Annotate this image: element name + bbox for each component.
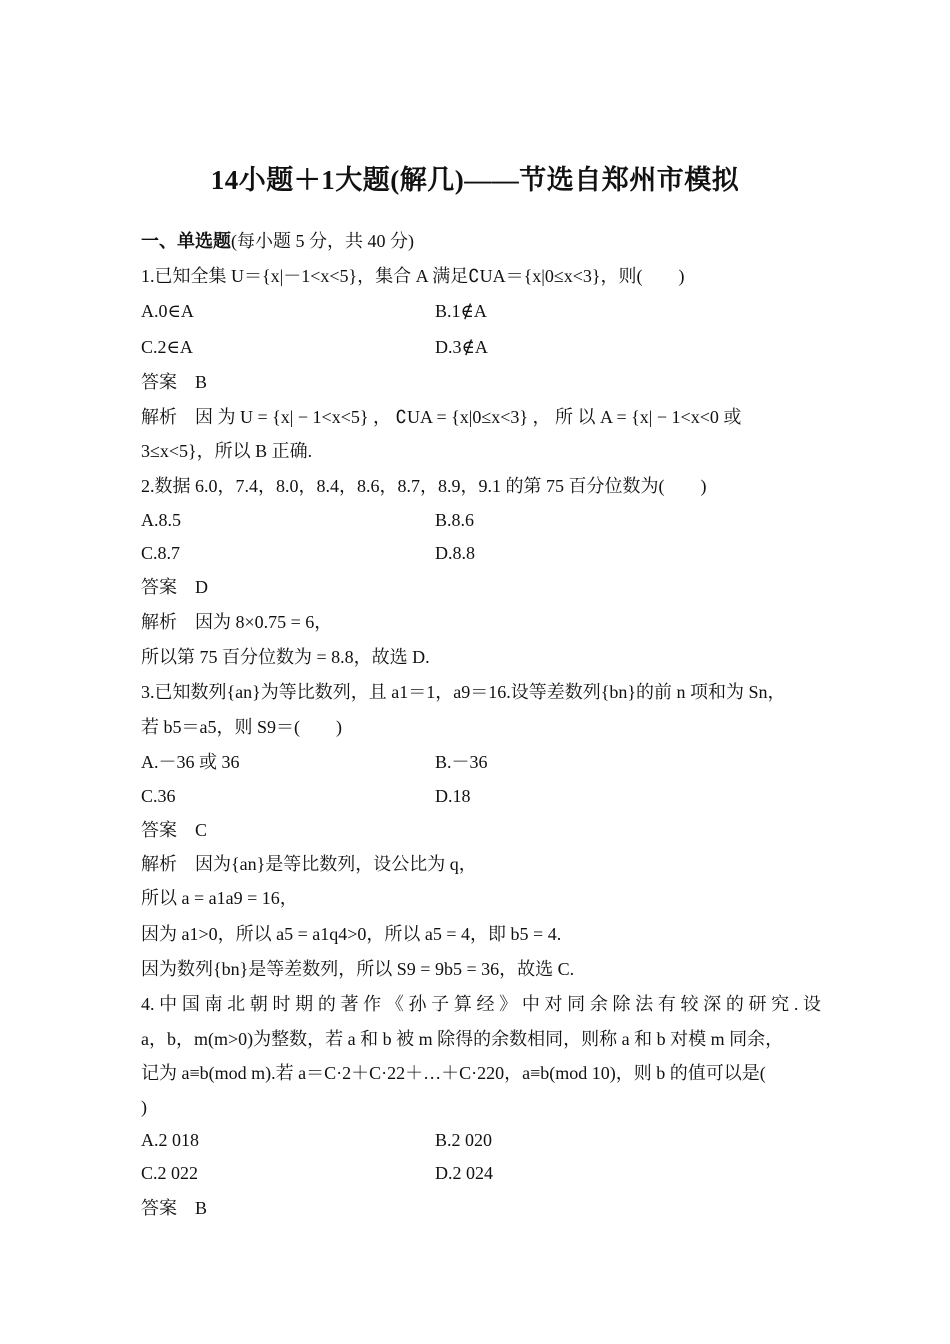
question-3-stem-line-2: 若 b5＝a5，则 S9＝( ) <box>141 717 342 737</box>
question-2-answer <box>141 575 208 599</box>
question-4-stem-line-2: a，b，m(m>0)为整数，若 a 和 b 被 m 除得的余数相同，则称 a 和 b 对模 m 同余， <box>141 1029 784 1049</box>
question-1-option-d: D.3∉A <box>435 337 488 357</box>
question-4-stem-line-1: 4.中国南北朝时期的著作《孙子算经》中对同余除法有较深的研究.设 <box>141 994 821 1014</box>
question-4-stem-line-4: ) <box>141 1097 147 1117</box>
section-heading: 一、单选题 <box>141 231 231 251</box>
answer-value: C <box>195 820 208 840</box>
question-2-analysis-line-2: 所以第 75 百分位数为 = 8.8，故选 D. <box>141 647 430 667</box>
question-3-analysis-line-4: 因为数列{bn}是等差数列，所以 S9 = 9b5 = 36，故选 C. <box>141 959 575 979</box>
analysis-label: 解析 <box>141 854 177 874</box>
question-2-option-d: D.8.8 <box>435 543 475 563</box>
question-1-option-c: C.2∈A <box>141 337 193 357</box>
question-3-option-c: C.36 <box>141 786 176 806</box>
analysis-text: 因为{an}是等比数列，设公比为 q， <box>195 854 477 874</box>
answer-label: 答案 <box>141 577 177 597</box>
analysis-text: 因 为 U = {x| − 1<x<5} ， ∁UA = {x|0≤x<3} ， 所 以 A = {x| − 1<x<0 或 <box>195 407 742 427</box>
question-3-option-d: D.18 <box>435 786 471 806</box>
question-3-answer <box>141 818 207 842</box>
question-4-option-a: A.2 018 <box>141 1130 199 1150</box>
question-2-option-a: A.8.5 <box>141 510 181 530</box>
question-1-analysis-line-2: 3≤x<5}，所以 B 正确. <box>141 441 313 461</box>
question-3-option-a: A.－36 或 36 <box>141 752 240 772</box>
answer-value: B <box>195 372 208 392</box>
question-3-analysis-line-1 <box>141 852 477 876</box>
question-4-stem-line-3: 记为 a≡b(mod m).若 a＝C·2＋C·22＋…＋C·220，a≡b(mod 10)，则 b 的值可以是( <box>141 1063 766 1083</box>
question-2-option-c: C.8.7 <box>141 543 181 563</box>
question-3-analysis-line-3: 因为 a1>0，所以 a5 = a1q4>0，所以 a5 = 4，即 b5 = 4. <box>141 924 562 944</box>
question-1-option-b: B.1∉A <box>435 301 487 321</box>
section-header <box>141 229 414 253</box>
question-2-analysis-line-1 <box>141 610 332 634</box>
question-1-option-a: A.0∈A <box>141 301 194 321</box>
question-1-stem: 1.已知全集 U＝{x|－1<x<5}，集合 A 满足∁UA＝{x|0≤x<3}，则( ) <box>141 266 685 286</box>
answer-label: 答案 <box>141 372 177 392</box>
question-2-stem: 2.数据 6.0，7.4，8.0，8.4，8.6，8.7，8.9，9.1 的第 75 百分位数为( ) <box>141 476 707 496</box>
analysis-text: 因为 8×0.75 = 6， <box>195 612 333 632</box>
question-3-analysis-line-2: 所以 a = a1a9 = 16， <box>141 888 298 908</box>
answer-value: B <box>195 1198 208 1218</box>
answer-label: 答案 <box>141 820 177 840</box>
question-3-option-b: B.－36 <box>435 752 488 772</box>
question-4-option-d: D.2 024 <box>435 1163 493 1183</box>
answer-label: 答案 <box>141 1198 177 1218</box>
question-4-option-c: C.2 022 <box>141 1163 199 1183</box>
analysis-label: 解析 <box>141 407 177 427</box>
question-4-answer <box>141 1196 207 1220</box>
answer-value: D <box>195 577 208 597</box>
section-note: (每小题 5 分，共 40 分) <box>231 231 414 251</box>
analysis-label: 解析 <box>141 612 177 632</box>
question-2-option-b: B.8.6 <box>435 510 475 530</box>
question-3-stem-line-1: 3.已知数列{an}为等比数列，且 a1＝1，a9＝16.设等差数列{bn}的前 n 项和为 Sn， <box>141 682 786 702</box>
question-4-option-b: B.2 020 <box>435 1130 493 1150</box>
page-title: 14小题＋1大题(解几)——节选自郑州市模拟 <box>210 165 740 195</box>
question-1-analysis-line-1 <box>141 405 741 429</box>
question-1-answer <box>141 370 207 394</box>
